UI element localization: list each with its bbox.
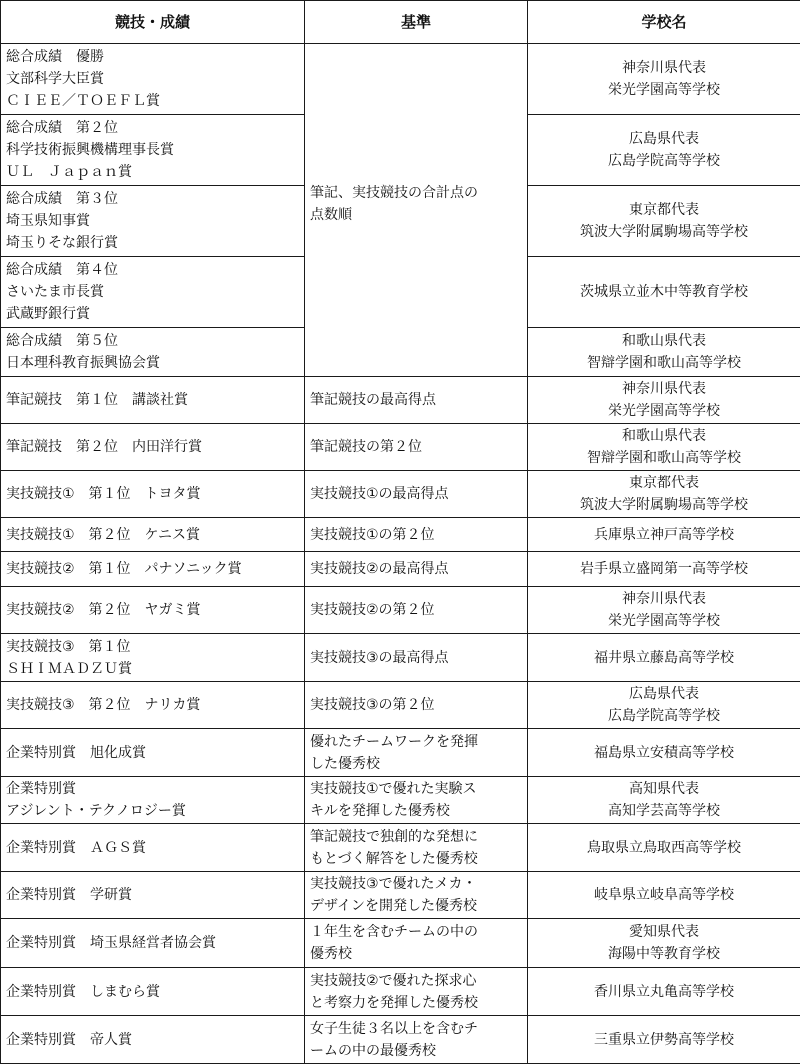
criteria-cell: [305, 518, 528, 552]
school-line: 香川県立丸亀高等学校: [594, 983, 734, 1000]
award-line: 企業特別賞 埼玉県経営者協会賞: [6, 935, 216, 951]
award-cell: [1, 44, 305, 115]
criteria-line: 筆記競技の最高得点: [310, 392, 436, 408]
school-line: 東京都代表: [629, 475, 699, 491]
school-line: 高知県代表: [629, 781, 699, 797]
table-row: [1, 518, 800, 552]
award-line: 企業特別賞 ＡＧＳ賞: [6, 839, 146, 856]
school-line: 海陽中等教育学校: [608, 946, 720, 962]
header-award: 競技・成績: [1, 1, 305, 44]
school-cell: [528, 257, 800, 328]
criteria-line: 実技競技②で優れた探求心: [310, 972, 477, 989]
school-cell: [528, 729, 800, 777]
school-cell: [528, 919, 800, 968]
school-line: 岐阜県立岐阜高等学校: [594, 887, 734, 903]
school-line: 東京都代表: [629, 202, 699, 218]
table-body: [1, 44, 800, 1064]
school-line: 広島県代表: [629, 131, 699, 147]
school-cell: [528, 186, 800, 257]
award-line: ＵＬ Ｊａｐａｎ賞: [6, 164, 132, 180]
award-line: ＳＨＩＭＡＤＺＵ賞: [6, 660, 132, 677]
award-line: 総合成績 優勝: [6, 49, 104, 65]
school-cell: [528, 115, 800, 186]
school-cell: [528, 682, 800, 729]
criteria-line: １年生を含むチームの中の: [310, 924, 478, 940]
award-line: アジレント・テクノロジー賞: [6, 803, 186, 819]
criteria-cell: [305, 777, 528, 824]
award-cell: [1, 777, 305, 824]
award-cell: [1, 682, 305, 729]
award-cell: [1, 587, 305, 634]
award-line: 総合成績 第４位: [6, 262, 118, 278]
table-row: [1, 377, 800, 424]
school-line: 茨城県立並木中等教育学校: [580, 284, 748, 300]
school-line: 愛知県代表: [629, 924, 699, 940]
criteria-cell: [305, 587, 528, 634]
award-line: 実技競技① 第２位 ケニス賞: [6, 526, 200, 543]
school-line: 広島県代表: [629, 686, 699, 702]
award-line: 実技競技③ 第２位 ナリカ賞: [6, 697, 201, 713]
school-line: 筑波大学附属駒場高等学校: [580, 224, 748, 240]
school-line: 智辯学園和歌山高等学校: [587, 450, 741, 466]
table-row: [1, 919, 800, 968]
award-cell: [1, 968, 305, 1016]
table-row: [1, 682, 800, 729]
table-row: [1, 424, 800, 471]
school-cell: [528, 634, 800, 682]
award-line: 筆記競技 第１位 講談社賞: [6, 392, 188, 408]
school-cell: [528, 777, 800, 824]
school-line: 栄光学園高等学校: [608, 403, 720, 419]
criteria-cell: [305, 424, 528, 471]
criteria-cell: [305, 824, 528, 872]
award-cell: [1, 824, 305, 872]
header-row: [1, 1, 800, 44]
school-cell: [528, 1016, 800, 1064]
header-criteria: 基準: [305, 1, 528, 44]
award-cell: [1, 424, 305, 471]
award-line: 企業特別賞 しまむら賞: [6, 983, 160, 1000]
criteria-line: キルを発揮した優秀校: [310, 803, 450, 819]
criteria-line: 優秀校: [310, 946, 352, 962]
award-cell: [1, 919, 305, 968]
school-line: 智辯学園和歌山高等学校: [587, 355, 741, 371]
criteria-line: デザインを開発した優秀校: [310, 898, 478, 914]
school-cell: [528, 44, 800, 115]
award-cell: [1, 872, 305, 919]
criteria-line: 実技競技③の最高得点: [310, 649, 449, 666]
school-line: 福島県立安積高等学校: [594, 744, 734, 761]
award-cell: [1, 518, 305, 552]
criteria-line: 筆記競技の第２位: [310, 439, 422, 455]
award-cell: [1, 328, 305, 377]
criteria-cell: [305, 968, 528, 1016]
school-cell: [528, 824, 800, 872]
school-line: 福井県立藤島高等学校: [594, 649, 734, 666]
criteria-line: 実技競技②の最高得点: [310, 561, 449, 577]
criteria-cell: [305, 44, 528, 377]
award-line: 総合成績 第２位: [6, 120, 118, 136]
school-line: 高知学芸高等学校: [608, 803, 720, 819]
school-line: 兵庫県立神戸高等学校: [594, 526, 734, 543]
criteria-line: ームの中の最優秀校: [310, 1042, 436, 1059]
school-line: 和歌山県代表: [622, 428, 706, 444]
school-cell: [528, 872, 800, 919]
award-line: 企業特別賞: [6, 781, 76, 797]
award-line: 実技競技② 第２位 ヤガミ賞: [6, 602, 201, 618]
school-cell: [528, 424, 800, 471]
school-line: 神奈川県代表: [622, 60, 706, 76]
table-row: [1, 552, 800, 587]
table-row: [1, 968, 800, 1016]
school-line: 鳥取県立鳥取西高等学校: [587, 839, 741, 856]
school-cell: [528, 377, 800, 424]
award-line: 実技競技② 第１位 パナソニック賞: [6, 561, 242, 577]
criteria-cell: [305, 1016, 528, 1064]
criteria-line: 実技競技①の最高得点: [310, 486, 449, 502]
school-cell: [528, 587, 800, 634]
award-cell: [1, 729, 305, 777]
school-line: 広島学院高等学校: [608, 153, 720, 169]
criteria-cell: [305, 552, 528, 587]
criteria-cell: [305, 872, 528, 919]
award-line: 科学技術振興機構理事長賞: [6, 142, 174, 158]
school-cell: [528, 968, 800, 1016]
award-line: 日本理科教育振興協会賞: [6, 355, 160, 371]
table-row: [1, 777, 800, 824]
criteria-line: 実技競技①で優れた実験ス: [310, 781, 477, 797]
award-cell: [1, 634, 305, 682]
school-line: 神奈川県代表: [622, 591, 706, 607]
award-line: 筆記競技 第２位 内田洋行賞: [6, 439, 202, 455]
award-line: 企業特別賞 学研賞: [6, 887, 132, 903]
table-row: [1, 471, 800, 518]
award-line: さいたま市長賞: [6, 284, 104, 300]
school-line: 広島学院高等学校: [608, 708, 720, 724]
award-cell: [1, 552, 305, 587]
table-row: [1, 587, 800, 634]
award-line: ＣＩＥＥ／ＴＯＥＦＬ賞: [6, 93, 160, 109]
award-line: 文部科学大臣賞: [6, 71, 104, 87]
school-cell: [528, 518, 800, 552]
award-line: 実技競技③ 第１位: [6, 638, 131, 655]
award-line: 埼玉県知事賞: [6, 213, 90, 229]
school-line: 岩手県立盛岡第一高等学校: [580, 561, 748, 577]
criteria-line: 実技競技③で優れたメカ・: [310, 876, 477, 892]
award-line: 総合成績 第５位: [6, 333, 118, 349]
school-line: 三重県立伊勢高等学校: [594, 1031, 734, 1048]
award-line: 企業特別賞 旭化成賞: [6, 744, 146, 761]
award-line: 埼玉りそな銀行賞: [6, 235, 118, 251]
criteria-line: 筆記競技で独創的な発想に: [310, 828, 478, 845]
criteria-line: 優れたチームワークを発揮: [310, 733, 478, 750]
table-row: [1, 634, 800, 682]
award-line: 実技競技① 第１位 トヨタ賞: [6, 486, 201, 502]
criteria-cell: [305, 471, 528, 518]
criteria-cell: [305, 919, 528, 968]
criteria-line: と考察力を発揮した優秀校: [310, 994, 478, 1011]
criteria-line: もとづく解答をした優秀校: [310, 850, 478, 867]
criteria-line: 実技競技②の第２位: [310, 602, 435, 618]
school-cell: [528, 328, 800, 377]
school-line: 筑波大学附属駒場高等学校: [580, 497, 748, 513]
table-row: [1, 824, 800, 872]
award-line: 武蔵野銀行賞: [6, 306, 90, 322]
criteria-cell: [305, 682, 528, 729]
school-cell: [528, 471, 800, 518]
table-row: [1, 1016, 800, 1064]
award-cell: [1, 257, 305, 328]
criteria-line: 点数順: [310, 207, 352, 223]
school-cell: [528, 552, 800, 587]
school-line: 和歌山県代表: [622, 333, 706, 349]
table-row: [1, 872, 800, 919]
criteria-line: 実技競技①の第２位: [310, 526, 435, 543]
criteria-line: 女子生徒３名以上を含むチ: [310, 1020, 478, 1037]
table-row: [1, 44, 800, 115]
award-cell: [1, 377, 305, 424]
table-row: [1, 729, 800, 777]
school-line: 栄光学園高等学校: [608, 613, 720, 629]
award-line: 企業特別賞 帝人賞: [6, 1031, 132, 1048]
award-cell: [1, 471, 305, 518]
school-line: 神奈川県代表: [622, 381, 706, 397]
award-cell: [1, 1016, 305, 1064]
school-line: 栄光学園高等学校: [608, 82, 720, 98]
criteria-line: 実技競技③の第２位: [310, 697, 435, 713]
award-cell: [1, 186, 305, 257]
header-school: 学校名: [528, 1, 800, 44]
award-line: 総合成績 第３位: [6, 191, 118, 207]
criteria-cell: [305, 377, 528, 424]
criteria-line: した優秀校: [310, 755, 380, 772]
award-cell: [1, 115, 305, 186]
criteria-line: 筆記、実技競技の合計点の: [310, 185, 478, 201]
criteria-cell: [305, 729, 528, 777]
criteria-cell: [305, 634, 528, 682]
